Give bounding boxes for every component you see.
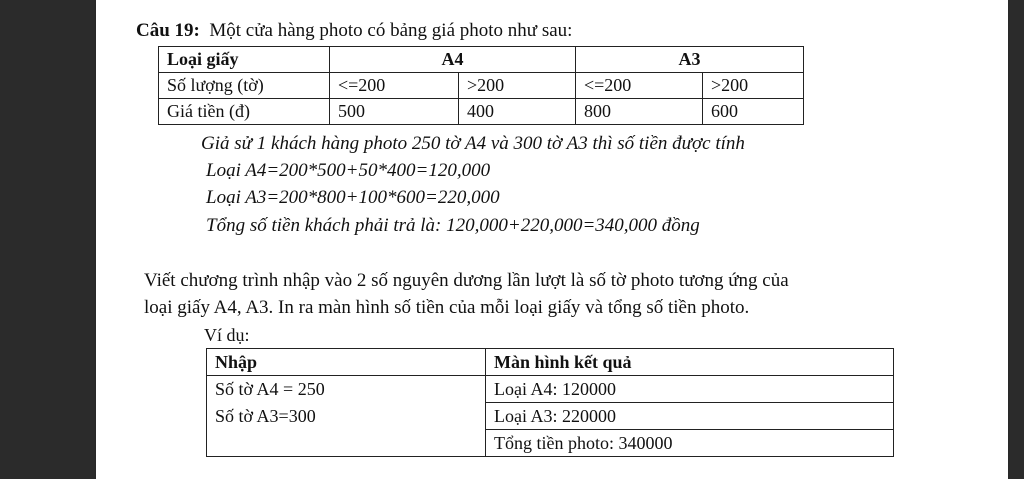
price-table <box>158 46 804 125</box>
price-cell: 600 <box>703 99 804 125</box>
explanation-line: Giả sử 1 khách hàng photo 250 tờ A4 và 300 tờ A3 thì số tiền được tính <box>201 133 745 154</box>
price-header-a3: A3 <box>576 47 804 73</box>
price-header-paper-type: Loại giấy <box>159 47 330 73</box>
question-title <box>136 20 572 42</box>
price-cell: 800 <box>576 99 703 125</box>
price-cell: <=200 <box>330 73 459 99</box>
example-cell: Loại A4: 120000 <box>486 376 894 403</box>
example-cell: Số tờ A3=300 <box>207 403 486 430</box>
price-cell: Giá tiền (đ) <box>159 99 330 125</box>
example-cell <box>207 430 486 457</box>
price-cell: >200 <box>703 73 804 99</box>
explanation-line: Tổng số tiền khách phải trả là: 120,000+220,000=340,000 đồng <box>206 215 700 236</box>
example-label: Ví dụ: <box>204 325 250 345</box>
price-table-row <box>159 73 804 99</box>
task-line: loại giấy A4, A3. In ra màn hình số tiền của mỗi loại giấy và tổng số tiền photo. <box>144 297 750 318</box>
price-header-a4: A4 <box>330 47 576 73</box>
price-cell: >200 <box>459 73 576 99</box>
question-text: Một cửa hàng photo có bảng giá photo như sau: <box>209 20 573 41</box>
example-table <box>206 348 894 457</box>
example-cell: Số tờ A4 = 250 <box>207 376 486 403</box>
price-cell: Số lượng (tờ) <box>159 73 330 99</box>
question-label: Câu 19: <box>136 20 200 41</box>
explanation-line: Loại A4=200*500+50*400=120,000 <box>206 160 491 181</box>
price-cell: 400 <box>459 99 576 125</box>
right-frame-border <box>1008 0 1024 479</box>
example-header-input: Nhập <box>207 349 486 376</box>
price-table-row <box>159 99 804 125</box>
document-page <box>96 0 1008 479</box>
example-header-output: Màn hình kết quả <box>486 349 894 376</box>
example-table-row <box>207 403 894 430</box>
example-table-header-row <box>207 349 894 376</box>
example-cell: Tổng tiền photo: 340000 <box>486 430 894 457</box>
example-table-row <box>207 376 894 403</box>
example-cell: Loại A3: 220000 <box>486 403 894 430</box>
explanation-line: Loại A3=200*800+100*600=220,000 <box>206 187 500 208</box>
task-line: Viết chương trình nhập vào 2 số nguyên dương lần lượt là số tờ photo tương ứng của <box>144 270 789 291</box>
price-table-header-row <box>159 47 804 73</box>
price-cell: <=200 <box>576 73 703 99</box>
example-table-row <box>207 430 894 457</box>
price-cell: 500 <box>330 99 459 125</box>
left-frame-border <box>0 0 96 479</box>
